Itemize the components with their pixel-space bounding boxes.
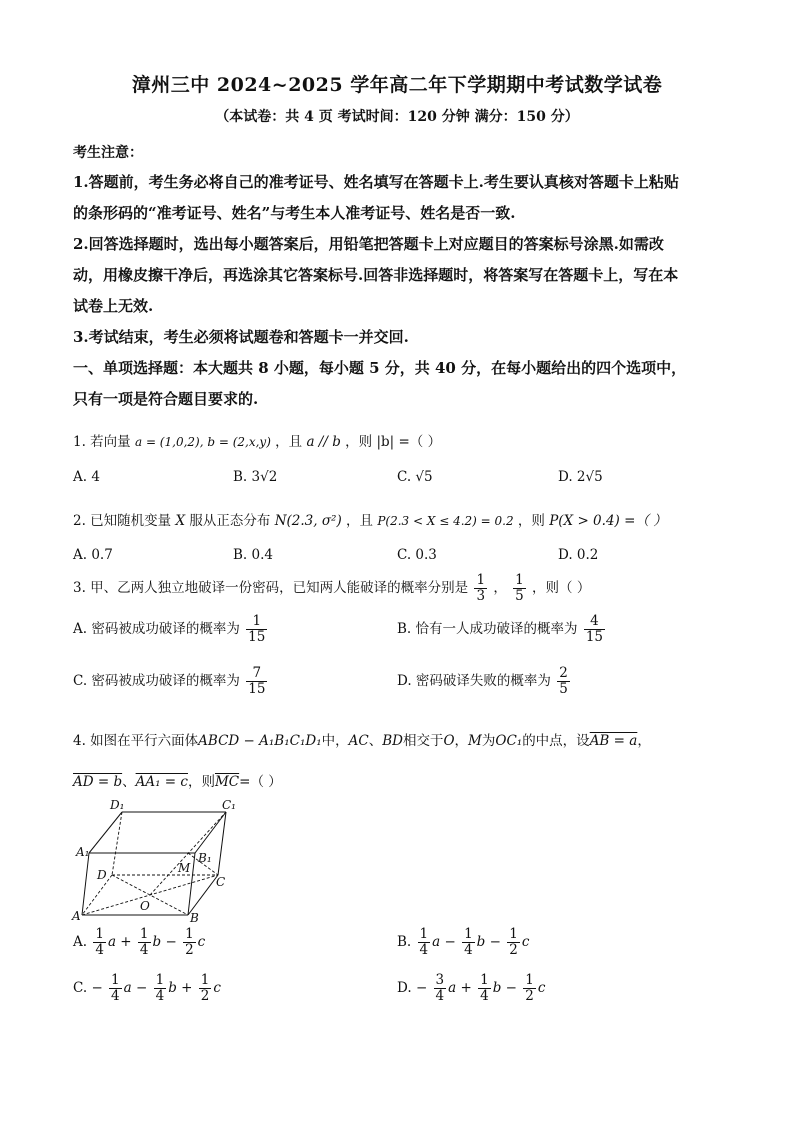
q3-option-a <box>73 614 269 645</box>
section1-line2: 只有一项是符合题目要求的. <box>73 390 259 408</box>
q4-c-t1-num: 1 <box>111 972 120 988</box>
notice-item1-line2: 的条形码的“准考证号、姓名”与考生本人准考证号、姓名是否一致. <box>73 204 516 222</box>
q3-option-b-frac <box>584 614 605 645</box>
q4-line1-end: ， <box>637 733 651 749</box>
q3-option-b <box>397 614 607 645</box>
notice-item2-line3: 试卷上无效. <box>73 297 154 315</box>
q4-option-a <box>73 927 205 958</box>
notice-item1-line1: 1.答题前，考生务必将自己的准考证号、姓名填写在答题卡上.考生要认真核对答题卡上粘贴 <box>73 173 679 191</box>
q4-a-t3-num: 1 <box>185 926 194 942</box>
q4-option-d-label: D. <box>397 979 412 996</box>
q3-suffix: ，则（ ） <box>532 579 591 596</box>
q4-d-t1-den: 4 <box>435 987 445 1004</box>
q4-b-t1-den: 4 <box>419 941 429 958</box>
q4-b-t2-vec: b <box>476 933 486 950</box>
q3-option-b-num: 4 <box>584 614 605 630</box>
q1-option-b: B. 3√2 <box>233 469 278 485</box>
notice-item3: 3.考试结束，考生必须将试题卷和答题卡一并交回. <box>73 328 409 346</box>
q4-b-t1-vec: a <box>432 933 441 950</box>
q3-option-d-num: 2 <box>559 665 568 681</box>
q4-mid4: 为 <box>481 733 496 749</box>
q4-b-t3 <box>507 927 520 958</box>
q4-line2-mid: ，则 <box>187 774 215 790</box>
notice-item2-line2: 动，用橡皮擦干净后，再选涂其它答案标号.回答非选择题时，将答案写在答题卡上，写在本 <box>73 266 679 284</box>
q3-prefix: 3. 甲、乙两人独立地破译一份密码，已知两人能破译的概率分别是 <box>73 579 469 596</box>
label-d1: D₁ <box>110 798 125 812</box>
q4-aa1-eq: AA₁ = c <box>135 774 188 790</box>
label-m: M <box>178 861 191 875</box>
q4-d-t2-num: 1 <box>480 972 489 988</box>
q4-a-t1-den: 4 <box>95 941 104 958</box>
q4-option-b-label: B. <box>397 933 412 950</box>
q3-p1-den: 3 <box>476 587 486 604</box>
q1-ask: |b| =（ ） <box>376 434 442 450</box>
q3-p2-den: 5 <box>515 587 524 604</box>
q3-option-a-den: 15 <box>248 628 266 645</box>
q4-a-t1 <box>93 927 106 958</box>
q3-option-b-den: 15 <box>585 628 603 645</box>
q2-option-b: B. 0.4 <box>233 547 273 563</box>
q2-option-d: D. 0.2 <box>558 547 599 563</box>
q4-option-a-label: A. <box>73 933 88 950</box>
q4-b-t2 <box>462 927 475 958</box>
q4-c-t3-vec: c <box>213 979 221 996</box>
q4-b-t2-num: 1 <box>464 926 473 942</box>
q3-option-c-num: 7 <box>246 666 267 682</box>
edge-d1a1 <box>89 812 122 853</box>
q4-d-t1-num: 3 <box>435 972 445 988</box>
q4-c-t1-vec: a <box>123 979 132 996</box>
parallelepiped-figure <box>70 796 240 926</box>
q4-option-b <box>397 927 529 958</box>
q4-c-t2-vec: b <box>168 979 177 996</box>
q4-d-t3-vec: c <box>537 979 546 996</box>
q2-mid2: ，且 <box>346 513 374 529</box>
q4-d-t3-den: 2 <box>525 987 534 1004</box>
q4-a-t2-den: 4 <box>139 941 149 958</box>
q3-option-d-text: D. 密码破译失败的概率为 <box>397 672 551 689</box>
q3-option-c-den: 15 <box>248 680 266 697</box>
label-a1: A₁ <box>76 845 90 859</box>
q4-d-t2-den: 4 <box>480 987 489 1004</box>
q4-d-t3-num: 1 <box>525 972 534 988</box>
q4-sep: 、 <box>368 733 383 749</box>
q1-option-c: C. √5 <box>397 469 433 485</box>
q1-formula: a = (1,0,2), b = (2,x,y) <box>134 435 271 449</box>
q4-line2-suffix: =（ ） <box>239 774 282 790</box>
q2-mid3: ，则 <box>517 513 545 529</box>
q4-c-t3-num: 1 <box>200 972 210 988</box>
label-c: C <box>216 875 226 889</box>
q4-b-t1 <box>418 927 431 958</box>
q4-b-s1: − <box>444 933 456 950</box>
q2-stem <box>73 509 667 529</box>
q4-a-t1-num: 1 <box>95 926 104 942</box>
q4-solid: ABCD − A₁B₁C₁D₁ <box>198 733 322 749</box>
q1-mid: ，且 <box>275 434 303 450</box>
q4-b-t3-num: 1 <box>509 926 518 942</box>
q2-cond: P(2.3 < X ≤ 4.2) = 0.2 <box>377 514 514 528</box>
q3-p1-num: 1 <box>476 572 486 588</box>
q4-a-t2 <box>138 927 151 958</box>
q4-a-t2-vec: b <box>152 933 162 950</box>
q4-option-c-label: C. <box>73 979 88 996</box>
q3-sep: ， <box>493 579 507 596</box>
q2-prefix: 2. 已知随机变量 <box>73 513 172 529</box>
q4-c-t1 <box>109 973 122 1004</box>
q4-a-t2-num: 1 <box>139 926 149 942</box>
q3-option-c-text: C. 密码被成功破译的概率为 <box>73 672 240 689</box>
q3-option-d <box>397 666 572 697</box>
q4-m: M <box>468 733 482 749</box>
q4-d-t1 <box>434 973 447 1004</box>
q4-b-t3-vec: c <box>521 933 530 950</box>
q4-a-t3-den: 2 <box>185 941 194 958</box>
q4-c-s1: − <box>136 979 148 996</box>
q2-dist: N(2.3, σ²) <box>274 513 342 529</box>
q4-d-s1: + <box>460 979 472 996</box>
q4-stem-line1 <box>73 729 651 749</box>
q1-mid2: ，则 <box>345 434 373 450</box>
q3-option-a-num: 1 <box>246 614 267 630</box>
q4-a-t3-vec: c <box>197 933 206 950</box>
q2-var: X <box>175 513 186 529</box>
q2-option-a: A. 0.7 <box>73 547 113 563</box>
q1-cond: a // b <box>306 434 341 450</box>
q4-b-s2: − <box>489 933 501 950</box>
label-d: D <box>97 868 107 882</box>
q4-sep2: 、 <box>122 774 136 790</box>
q4-c-t3 <box>199 973 212 1004</box>
q2-mid: 服从正态分布 <box>189 513 271 529</box>
q1-option-a: A. 4 <box>73 469 100 485</box>
page-title: 漳州三中 2024~2025 学年高二年下学期期中考试数学试卷 <box>131 74 663 96</box>
label-b: B <box>190 911 199 925</box>
q3-option-d-den: 5 <box>559 680 568 697</box>
q4-mid3: ， <box>454 733 469 749</box>
q3-option-c <box>73 666 269 697</box>
q3-option-d-frac <box>557 666 570 697</box>
q4-suffix: 的中点，设 <box>522 733 590 749</box>
q4-d-t3 <box>523 973 536 1004</box>
q2-ask: P(X > 0.4) =（ ） <box>549 513 667 529</box>
q1-stem <box>73 430 441 450</box>
q3-option-c-frac <box>246 666 267 697</box>
q4-ac: AC <box>348 733 369 749</box>
q4-d-s0: − <box>415 979 428 996</box>
q4-a-s2: − <box>165 933 177 950</box>
q3-p2-num: 1 <box>515 572 524 588</box>
q4-stem-line2 <box>73 770 282 790</box>
edge-a1a <box>82 853 89 915</box>
q4-c-s2: + <box>181 979 193 996</box>
q4-d-t2 <box>478 973 491 1004</box>
q4-mc: $\overline{MC}$ <box>214 774 240 790</box>
q4-c-t2 <box>154 973 167 1004</box>
q4-a-t3 <box>183 927 196 958</box>
q4-ad-eq: AD = b <box>73 774 123 790</box>
label-c1: C₁ <box>222 798 236 812</box>
q3-option-a-frac <box>246 614 267 645</box>
q4-b-t1-num: 1 <box>419 926 429 942</box>
q4-c-t3-den: 2 <box>200 987 210 1004</box>
q4-option-d <box>397 973 545 1004</box>
q4-a-t1-vec: a <box>107 933 116 950</box>
q4-mid: 中， <box>321 733 349 749</box>
q1-prefix: 1. 若向量 <box>73 434 131 450</box>
label-a: A <box>72 909 81 923</box>
edge-d1d <box>112 812 122 875</box>
q3-option-a-text: A. 密码被成功破译的概率为 <box>73 620 240 637</box>
q4-mid2: 相交于 <box>402 733 444 749</box>
q3-p2 <box>513 573 526 604</box>
page-subtitle: （本试卷：共 4 页 考试时间：120 分钟 满分：150 分） <box>215 109 579 125</box>
q4-d-t1-vec: a <box>448 979 457 996</box>
q4-option-c <box>73 973 221 1004</box>
q4-bd: BD <box>382 733 403 749</box>
notice-heading: 考生注意： <box>73 145 143 161</box>
q4-o: O <box>443 733 455 749</box>
q4-c-t1-den: 4 <box>111 987 120 1004</box>
q3-option-b-text: B. 恰有一人成功破译的概率为 <box>397 620 578 637</box>
label-o: O <box>140 899 150 913</box>
q2-option-c: C. 0.3 <box>397 547 437 563</box>
q4-b-t3-den: 2 <box>509 941 518 958</box>
section1-line1: 一、单项选择题：本大题共 8 小题，每小题 5 分，共 40 分，在每小题给出的四个选项中， <box>73 359 687 377</box>
q4-d-s2: − <box>505 979 517 996</box>
q4-b-t2-den: 4 <box>464 941 473 958</box>
q4-c-s0: − <box>91 979 103 996</box>
q4-d-t2-vec: b <box>492 979 502 996</box>
q4-ab-eq: AB = a <box>589 733 638 749</box>
notice-item2-line1: 2.回答选择题时，选出每小题答案后，用铅笔把答题卡上对应题目的答案标号涂黑.如需改 <box>73 235 664 253</box>
q4-prefix: 4. 如图在平行六面体 <box>73 733 199 749</box>
q4-c-t2-num: 1 <box>155 972 165 988</box>
label-b1: B₁ <box>198 851 212 865</box>
q3-stem <box>73 573 590 604</box>
q4-c-t2-den: 4 <box>155 987 165 1004</box>
q1-option-d: D. 2√5 <box>558 469 603 485</box>
q3-p1 <box>474 573 487 604</box>
q4-oc1: OC₁ <box>495 733 523 749</box>
q4-a-s1: + <box>120 933 132 950</box>
edge-bc <box>188 875 218 915</box>
